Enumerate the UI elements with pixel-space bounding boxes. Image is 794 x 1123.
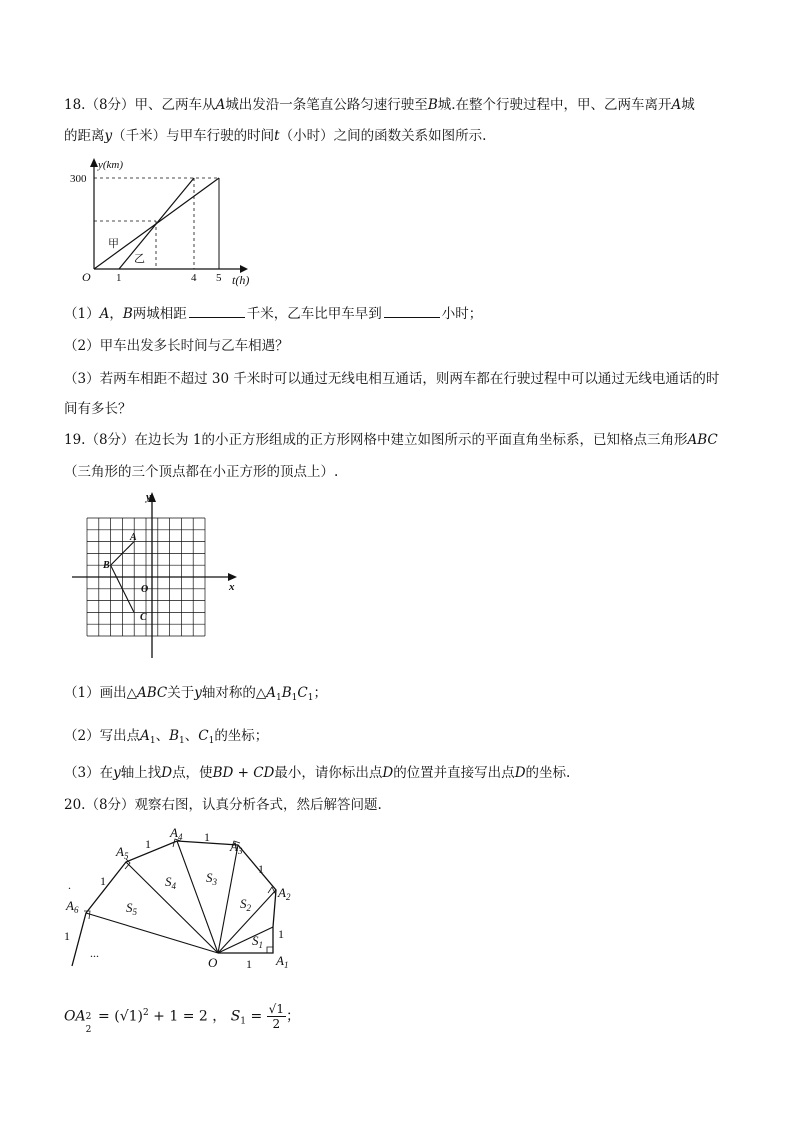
label-jia: 甲 (108, 238, 119, 250)
q18-graph (64, 155, 264, 285)
answer-blank-hours[interactable] (384, 305, 440, 318)
fraction: $\frac{√1}{2}$ (268, 1002, 284, 1031)
stray-dot: . (68, 878, 71, 892)
q19-grid (70, 490, 240, 660)
q18-part2: （2）甲车出发多长时间与乙车相遇？ (64, 338, 289, 354)
edge-1-b: 1 (278, 927, 284, 941)
y-axis-label: y (146, 491, 151, 503)
origin-label: O (208, 955, 218, 970)
q20-formula: OA 2 2 = $(√1)^2 + 1 = 2$ ， $S_1$ = $\frac{√1}{2}$ ； (64, 1002, 300, 1035)
point-a-label: A (130, 532, 137, 543)
line-yi (119, 178, 194, 269)
label-yi: 乙 (134, 253, 145, 265)
q18-part3-line2: 间有多长？ (64, 401, 132, 417)
x-axis-label: x (229, 581, 235, 593)
y-axis-label: y(km) (98, 159, 124, 171)
x-tick-1: 1 (116, 272, 122, 284)
q18-line2: 的距离y（千米）与甲车行驶的时间t（小时）之间的函数关系如图所示. (64, 128, 487, 144)
label-s4: $S_4$ (165, 874, 176, 891)
x-axis-label: t(h) (232, 273, 250, 287)
q20-line1: 20.（8分）观察右图，认真分析各式，然后解答问题. (64, 797, 382, 813)
label-s3: $S_3$ (206, 870, 217, 887)
edge-1-g: 1 (64, 929, 70, 943)
q19-line2: （三角形的三个顶点都在小正方形的顶点上）. (64, 464, 339, 480)
label-a6: $A_6$ (66, 898, 79, 915)
label-a2: $A_2$ (278, 885, 291, 902)
label-a5: $A_5$ (116, 844, 129, 861)
label-s2: $S_2$ (240, 896, 251, 913)
point-b-label: B (103, 560, 110, 571)
x-tick-5: 5 (216, 272, 222, 284)
q19-part3: （3）在y轴上找D点，使BD + CD最小，请你标出点D的位置并直接写出点D的坐标. (64, 765, 571, 781)
origin-label: O (82, 270, 91, 284)
answer-blank-distance[interactable] (189, 305, 245, 318)
x-tick-4: 4 (191, 272, 197, 284)
y-tick-300: 300 (70, 173, 87, 185)
label-s1: $S_1$ (252, 933, 263, 950)
q19-part2: （2）写出点$A_1$、$B_1$、$C_1$的坐标； (64, 728, 269, 746)
label-a1: $A_1$ (276, 953, 289, 970)
q18-part3-line1: （3）若两车相距不超过 30 千米时可以通过无线电相互通话，则两车都在行驶过程中可以通过无线电通话的时 (64, 371, 720, 387)
q20-spiral-figure (62, 825, 312, 975)
ellipsis: ... (90, 946, 99, 960)
origin-label: O (141, 584, 149, 595)
edge-1-d: 1 (204, 830, 210, 844)
edge-1-c: 1 (258, 862, 264, 876)
label-s5: $S_5$ (126, 900, 137, 917)
edge-1-e: 1 (145, 837, 151, 851)
edge-1-a: 1 (246, 957, 252, 971)
edge-1-f: 1 (100, 874, 106, 888)
label-a4: $A_4$ (170, 825, 183, 842)
q19-line1: 19.（8分）在边长为 1的小正方形组成的正方形网格中建立如图所示的平面直角坐标系，已知格点三角形ABC (64, 432, 718, 448)
q18-part1: （1）A，B两城相距 千米，乙车比甲车早到 小时； (64, 306, 483, 322)
label-a3: $A_3$ (230, 839, 243, 856)
point-c-label: C (140, 612, 147, 623)
q19-part1: （1）画出△ABC关于y轴对称的$\triangle A_1B_1C_1$； (64, 685, 327, 703)
q18-line1: 18.（8分）甲、乙两车从A城出发沿一条笔直公路匀速行驶至B城.在整个行驶过程中，甲、乙两车离开A城 (64, 97, 695, 113)
